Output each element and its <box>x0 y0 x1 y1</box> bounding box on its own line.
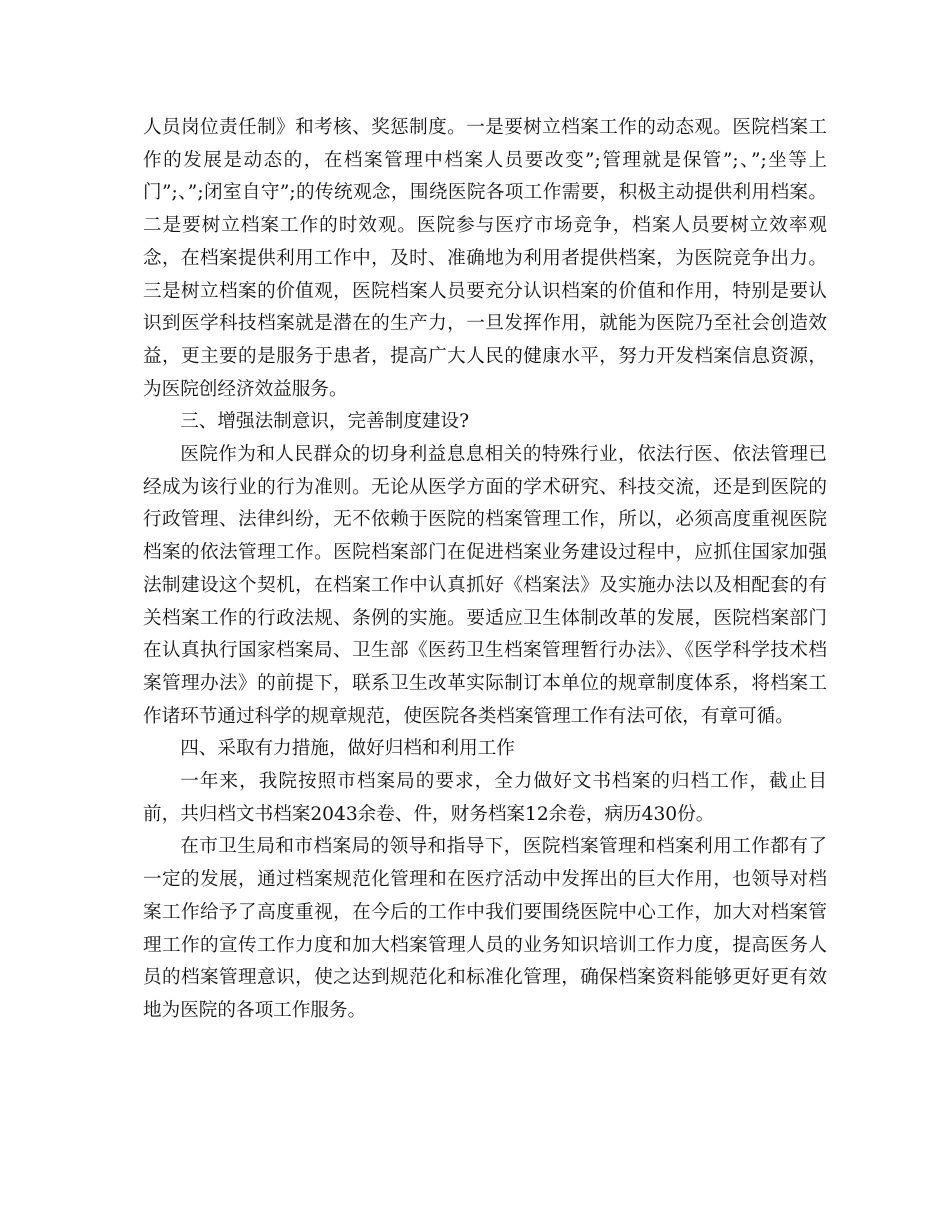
paragraph-archiving-stats: 一年来，我院按照市档案局的要求，全力做好文书档案的归档工作，截止目前，共归档文书档案2043余卷、件，财务档案12余卷，病历430份。 <box>143 771 827 825</box>
document-body <box>143 112 827 1028</box>
section-heading-legal-awareness: 三、增强法制意识，完善制度建设? <box>180 411 470 433</box>
paragraph-conclusion: 在市卫生局和市档案局的领导和指导下，医院档案管理和档案利用工作都有了一定的发展，通过档案规范化管理和在医疗活动中发挥出的巨大作用，也领导对档案工作给予了高度重视，在今后的工作中我们要围绕医院中心工作，加大对档案管理工作的宣传工作力度和加大档案管理人员的业务知识培训工作力度，提高医务人员的档案管理意识，使之达到规范化和标准化管理，确保档案资料能够更好更有效地为医院的各项工作服务。 <box>143 836 827 1021</box>
paragraph-legal-management: 医院作为和人民群众的切身利益息息相关的特殊行业，依法行医、依法管理已经成为该行业的行为准则。无论从医学方面的学术研究、科技交流，还是到医院的行政管理、法律纠纷，无不依赖于医院的档案管理工作，所以，必须高度重视医院档案的依法管理工作。医院档案部门在促进档案业务建设过程中，应抓住国家加强法制建设这个契机，在档案工作中认真抓好《档案法》及实施办法以及相配套的有关档案工作的行政法规、条例的实施。要适应卫生体制改革的发展，医院档案部门在认真执行国家档案局、卫生部《医药卫生档案管理暂行办法》、《医学科学技术档案管理办法》的前提下，联系卫生改革实际制订本单位的规章制度体系，将档案工作诸环节通过科学的规章规范，使医院各类档案管理工作有法可依，有章可循。 <box>143 444 827 727</box>
paragraph-duty-system: 人员岗位责任制》和考核、奖惩制度。一是要树立档案工作的动态观。医院档案工作的发展是动态的，在档案管理中档案人员要改变”;管理就是保管”;、”;坐等上门”;、”;闭室自守”;的传统观念，围绕医院各项工作需要，积极主动提供利用档案。二是要树立档案工作的时效观。医院参与医疗市场竞争，档案人员要树立效率观念，在档案提供利用工作中，及时、准确地为利用者提供档案，为医院竞争出力。三是树立档案的价值观，医院档案人员要充分认识档案的价值和作用，特别是要认识到医学科技档案就是潜在的生产力，一旦发挥作用，就能为医院乃至社会创造效益，更主要的是服务于患者，提高广大人民的健康水平，努力开发档案信息资源，为医院创经济效益服务。 <box>143 117 827 400</box>
section-heading-archiving-measures: 四、采取有力措施，做好归档和利用工作 <box>180 738 515 760</box>
